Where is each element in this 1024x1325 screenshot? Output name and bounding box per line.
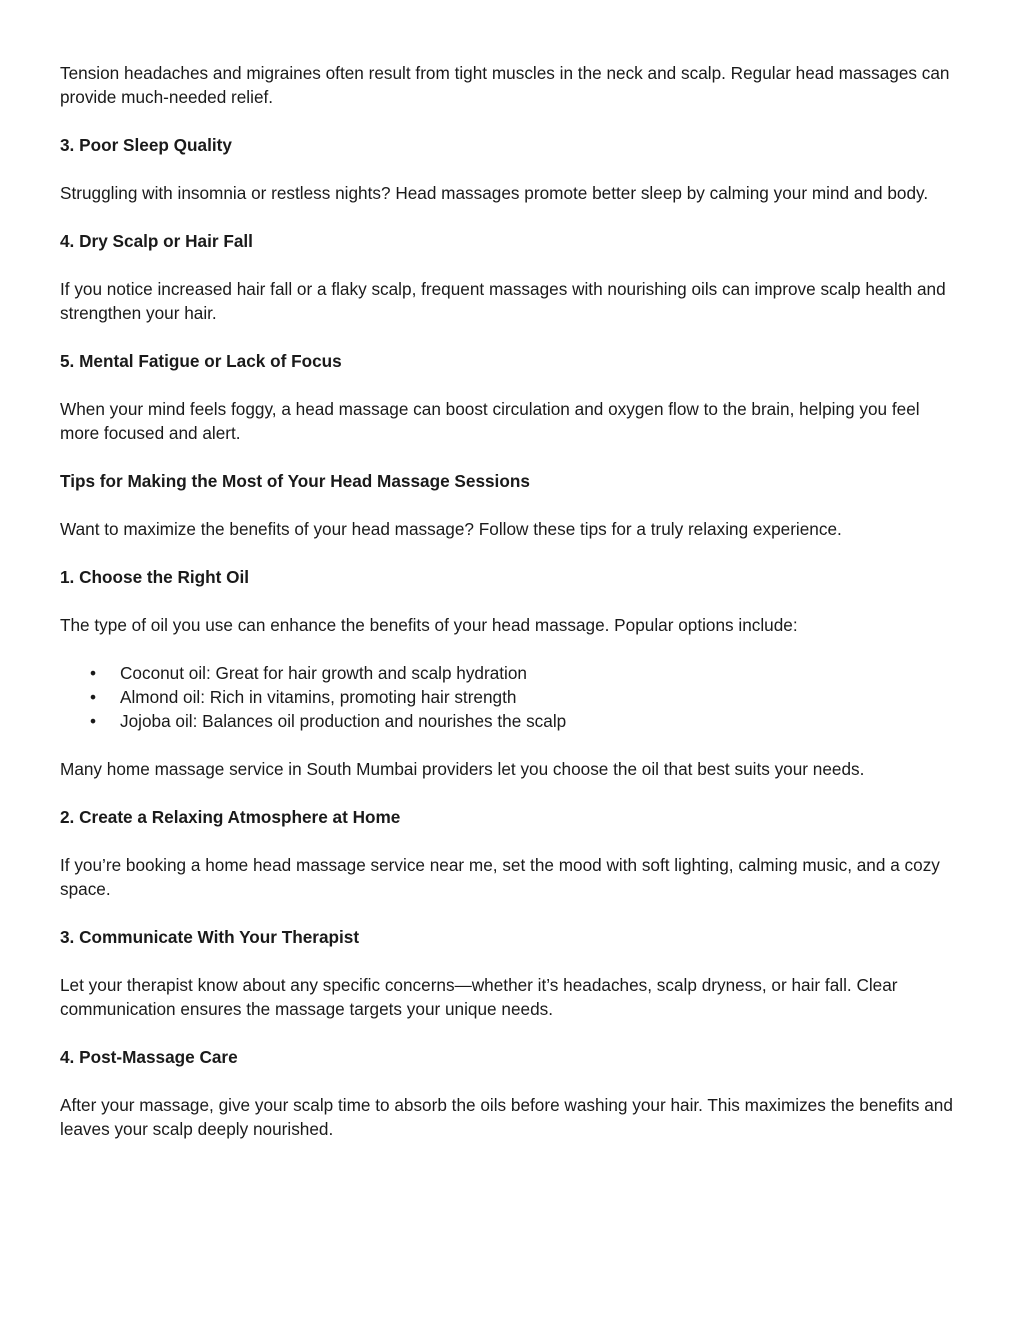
section-heading-mental-fatigue: 5. Mental Fatigue or Lack of Focus [60,351,342,371]
intro-paragraph: Tension headaches and migraines often result from tight muscles in the neck and scalp. Regular head massages can provide much-needed relief. [60,63,950,107]
paragraph-choose-oil: The type of oil you use can enhance the benefits of your head massage. Popular options include: [60,615,798,635]
list-item: • Jojoba oil: Balances oil production and nourishes the scalp [120,709,960,733]
paragraph-oil-providers: Many home massage service in South Mumbai providers let you choose the oil that best suits your needs. [60,759,865,779]
paragraph-dry-scalp: If you notice increased hair fall or a flaky scalp, frequent massages with nourishing oils can improve scalp health and strengthen your hair. [60,279,946,323]
paragraph-communicate: Let your therapist know about any specific concerns—whether it’s headaches, scalp dryness, or hair fall. Clear communication ensures the massage targets your unique needs. [60,975,898,1019]
section-heading-communicate: 3. Communicate With Your Therapist [60,927,360,947]
paragraph-poor-sleep: Struggling with insomnia or restless nights? Head massages promote better sleep by calming your mind and body. [60,183,929,203]
paragraph-post-care: After your massage, give your scalp time to absorb the oils before washing your hair. This maximizes the benefits and leaves your scalp deeply nourished. [60,1095,953,1139]
section-heading-atmosphere: 2. Create a Relaxing Atmosphere at Home [60,807,401,827]
oil-options-list [60,661,960,733]
section-heading-post-care: 4. Post-Massage Care [60,1047,238,1067]
section-heading-tips: Tips for Making the Most of Your Head Massage Sessions [60,471,530,491]
paragraph-atmosphere: If you’re booking a home head massage service near me, set the mood with soft lighting, calming music, and a cozy space. [60,855,940,899]
paragraph-mental-fatigue: When your mind feels foggy, a head massage can boost circulation and oxygen flow to the brain, helping you feel more focused and alert. [60,399,920,443]
paragraph-tips-intro: Want to maximize the benefits of your head massage? Follow these tips for a truly relaxing experience. [60,519,842,539]
section-heading-choose-oil: 1. Choose the Right Oil [60,567,250,587]
list-item: • Coconut oil: Great for hair growth and scalp hydration [120,661,960,685]
list-item: • Almond oil: Rich in vitamins, promoting hair strength [120,685,960,709]
section-heading-dry-scalp: 4. Dry Scalp or Hair Fall [60,231,253,251]
section-heading-poor-sleep: 3. Poor Sleep Quality [60,135,232,155]
